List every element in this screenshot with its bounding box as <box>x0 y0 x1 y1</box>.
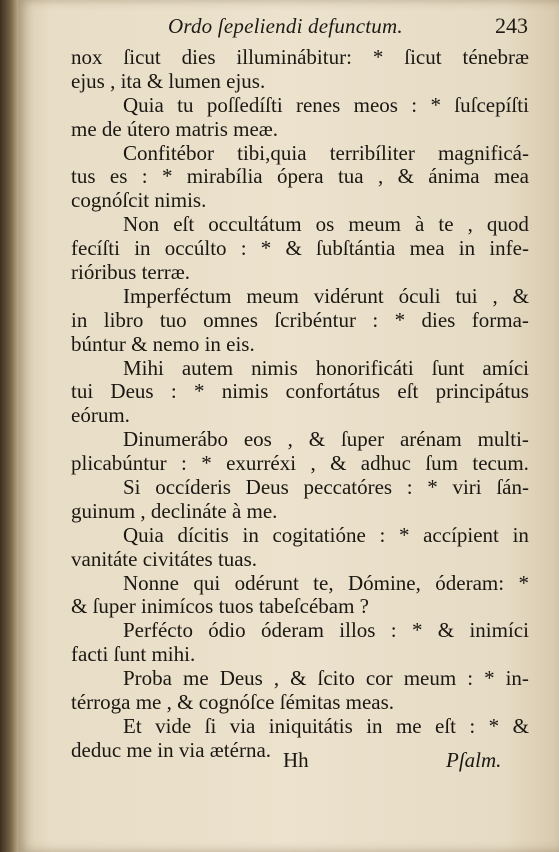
word: & <box>330 451 347 476</box>
word: ſcito <box>317 666 355 691</box>
word: ſuſcepíſti <box>454 92 529 117</box>
word: & <box>512 283 529 308</box>
word: confortátus <box>285 379 381 404</box>
word: meos <box>353 92 398 117</box>
word: fecíſti <box>71 236 120 261</box>
text-line <box>71 285 529 309</box>
text-line <box>71 572 529 596</box>
word: dies <box>421 307 456 332</box>
word: ſicut <box>123 45 161 69</box>
text-line <box>71 452 529 476</box>
word: te <box>438 212 454 237</box>
word: viri <box>452 475 482 500</box>
word: me <box>395 713 422 738</box>
word: Deus <box>219 666 263 691</box>
word: occúlto <box>164 236 227 261</box>
word: ſcribéntur <box>274 307 356 332</box>
word: * <box>484 666 495 691</box>
text-line: deduc me in via ætérna. <box>71 737 272 762</box>
word: tui <box>455 283 478 308</box>
word: in <box>458 236 476 261</box>
word: ſubſtántia <box>316 236 396 261</box>
word: quod <box>486 212 529 237</box>
text-line: cognóſcit nimis. <box>71 188 207 213</box>
word: & <box>290 666 307 691</box>
text-line: me de útero matris meæ. <box>71 116 279 141</box>
word: inimíci <box>469 618 529 643</box>
word: libro <box>103 307 144 332</box>
word: ſum <box>425 451 458 476</box>
word: honorificáti <box>315 355 414 380</box>
word: mirabília <box>186 164 263 189</box>
word: es <box>109 164 128 189</box>
word: meum <box>403 666 457 691</box>
word: * <box>372 45 384 69</box>
word: & <box>512 713 529 738</box>
text-line: búntur & nemo in eis. <box>71 331 255 356</box>
word: in <box>134 236 151 261</box>
word: Dinumerábo <box>123 427 228 452</box>
text-line <box>71 667 529 691</box>
word: vidérunt <box>313 283 384 308</box>
word: , <box>467 212 473 237</box>
text-line <box>71 380 529 404</box>
word: amíci <box>482 355 529 380</box>
word: eſt <box>435 713 456 738</box>
word: * <box>411 618 423 643</box>
word: qui <box>193 570 221 595</box>
word: : <box>406 475 413 500</box>
word: , <box>377 164 384 189</box>
word: : <box>469 713 476 738</box>
word: tu <box>177 92 194 117</box>
word: plicabúntur <box>71 451 167 476</box>
word: ánima <box>428 164 480 189</box>
word: ſicut <box>404 45 442 69</box>
word: nimis <box>221 379 269 404</box>
word: in <box>71 307 88 332</box>
word: ódio <box>208 618 246 643</box>
psalm-text <box>71 46 529 763</box>
word: : <box>390 618 397 643</box>
text-line <box>71 213 529 237</box>
word: magnificá- <box>438 140 529 165</box>
word: dícitis <box>177 522 229 547</box>
word: * <box>427 475 438 500</box>
word: tecum. <box>472 451 529 476</box>
word: , <box>287 427 293 452</box>
word: occultátum <box>208 212 302 237</box>
word: tui <box>71 379 94 404</box>
word: óderam: <box>435 570 505 595</box>
word: via <box>229 713 256 738</box>
page-number: 243 <box>495 13 528 38</box>
catchword: Pſalm. <box>446 748 502 772</box>
word: Perfécto <box>123 618 193 643</box>
word: cor <box>365 666 393 691</box>
word: arénam <box>399 427 462 452</box>
text-line: facti ſunt mihi. <box>71 642 196 667</box>
word: peccatóres <box>303 475 393 500</box>
word: eſt <box>397 379 419 404</box>
text-line <box>71 94 529 118</box>
book-page <box>18 0 559 852</box>
word: in <box>366 713 383 738</box>
word: tuo <box>159 307 187 332</box>
word: * <box>260 236 272 261</box>
word: & <box>308 427 326 452</box>
word: * <box>398 522 410 547</box>
word: eſt <box>173 212 195 237</box>
word: accípient <box>423 522 499 547</box>
word: me <box>183 666 209 691</box>
word: in- <box>505 666 529 691</box>
word: dies <box>181 45 216 69</box>
text-line <box>71 619 529 643</box>
word: illos <box>339 618 376 643</box>
word: cogitatióne <box>272 522 366 547</box>
word: : <box>170 379 177 404</box>
word: óderam <box>260 618 324 643</box>
word: illuminábitur: <box>236 45 352 69</box>
word: renes <box>295 92 341 117</box>
word: odérunt <box>234 570 299 595</box>
word: os <box>315 212 335 237</box>
word: Dómine, <box>347 570 421 595</box>
word: & <box>397 164 414 189</box>
word: vide <box>155 713 192 738</box>
text-line: rióribus terræ. <box>71 260 190 285</box>
word: principátus <box>435 379 529 404</box>
word: : <box>467 666 474 691</box>
text-line <box>71 46 529 70</box>
word: forma- <box>471 307 529 332</box>
word: ſuper <box>340 427 385 452</box>
page-footer <box>18 748 559 776</box>
word: terribíliter <box>329 140 415 165</box>
word: iniquitátis <box>268 713 353 738</box>
word: tua <box>337 164 364 189</box>
running-head: Ordo ſepeliendi defunctum. <box>168 14 403 38</box>
word: Et <box>123 713 142 738</box>
text-line <box>71 357 529 381</box>
word: Confitébor <box>123 140 214 165</box>
word: ſi <box>204 713 217 738</box>
word: : <box>181 451 187 476</box>
word: ſunt <box>431 355 465 380</box>
word: in <box>512 522 529 547</box>
word: Mihi <box>123 355 164 380</box>
word: * <box>518 570 529 595</box>
text-line: ejus , ita & lumen ejus. <box>71 68 266 93</box>
word: Non <box>123 212 160 237</box>
word: mea <box>493 164 529 189</box>
word: occíderis <box>155 475 231 500</box>
word: Imperféctum <box>123 283 232 308</box>
text-line <box>71 309 529 333</box>
word: : <box>411 92 418 117</box>
word: & <box>285 236 302 261</box>
text-line <box>71 476 529 500</box>
text-line: eórum. <box>71 403 130 428</box>
word: * <box>161 164 173 189</box>
text-line <box>71 165 529 189</box>
word: : <box>379 522 386 547</box>
word: nimis <box>251 355 298 380</box>
text-line: térroga me , & cognóſce ſémitas meas. <box>71 690 395 715</box>
word: meum <box>348 212 401 237</box>
text-line <box>71 428 529 452</box>
word: * <box>394 307 406 332</box>
word: , <box>310 451 316 476</box>
text-line <box>71 142 529 166</box>
word: Si <box>123 475 141 500</box>
word: , <box>273 666 280 691</box>
word: ſán- <box>496 475 529 500</box>
word: multi- <box>477 427 529 452</box>
word: Deus <box>245 475 289 500</box>
word: & <box>437 618 455 643</box>
text-line: & ſuper inimícos tuos tabeſcébam ? <box>71 594 369 619</box>
word: in <box>242 522 259 547</box>
text-line <box>71 524 529 548</box>
word: à <box>414 212 425 237</box>
word: adhuc <box>360 451 411 476</box>
word: , <box>492 283 498 308</box>
word: omnes <box>203 307 258 332</box>
book-gutter <box>0 0 18 852</box>
word: te, <box>313 570 334 595</box>
word: * <box>201 451 212 476</box>
text-line: vanitáte civitátes tuas. <box>71 546 258 571</box>
word: : <box>240 236 247 261</box>
word: * <box>193 379 205 404</box>
word: tus <box>71 164 96 189</box>
text-line: guinum , declináte à me. <box>71 498 278 523</box>
word: mea <box>409 236 445 261</box>
word: Quia <box>123 522 164 547</box>
word: Deus <box>110 379 154 404</box>
word: tibi,quia <box>237 140 307 165</box>
word: : <box>141 164 148 189</box>
word: meum <box>246 283 299 308</box>
word: Quia <box>123 92 164 117</box>
word: infe- <box>489 236 529 261</box>
word: Proba <box>123 666 172 691</box>
word: óculi <box>398 283 441 308</box>
word: : <box>372 307 379 332</box>
signature-mark: Hh <box>283 748 309 772</box>
word: * <box>488 713 500 738</box>
word: ténebræ <box>462 45 529 69</box>
word: nox <box>71 45 103 69</box>
word: ópera <box>276 164 324 189</box>
text-line <box>71 237 529 261</box>
word: poſſedíſti <box>206 92 283 117</box>
word: eos <box>243 427 272 452</box>
word: Nonne <box>123 570 179 595</box>
text-line <box>71 715 529 739</box>
word: exurréxi <box>226 451 297 476</box>
page-header <box>168 14 528 44</box>
word: autem <box>181 355 234 380</box>
word: * <box>430 92 441 117</box>
